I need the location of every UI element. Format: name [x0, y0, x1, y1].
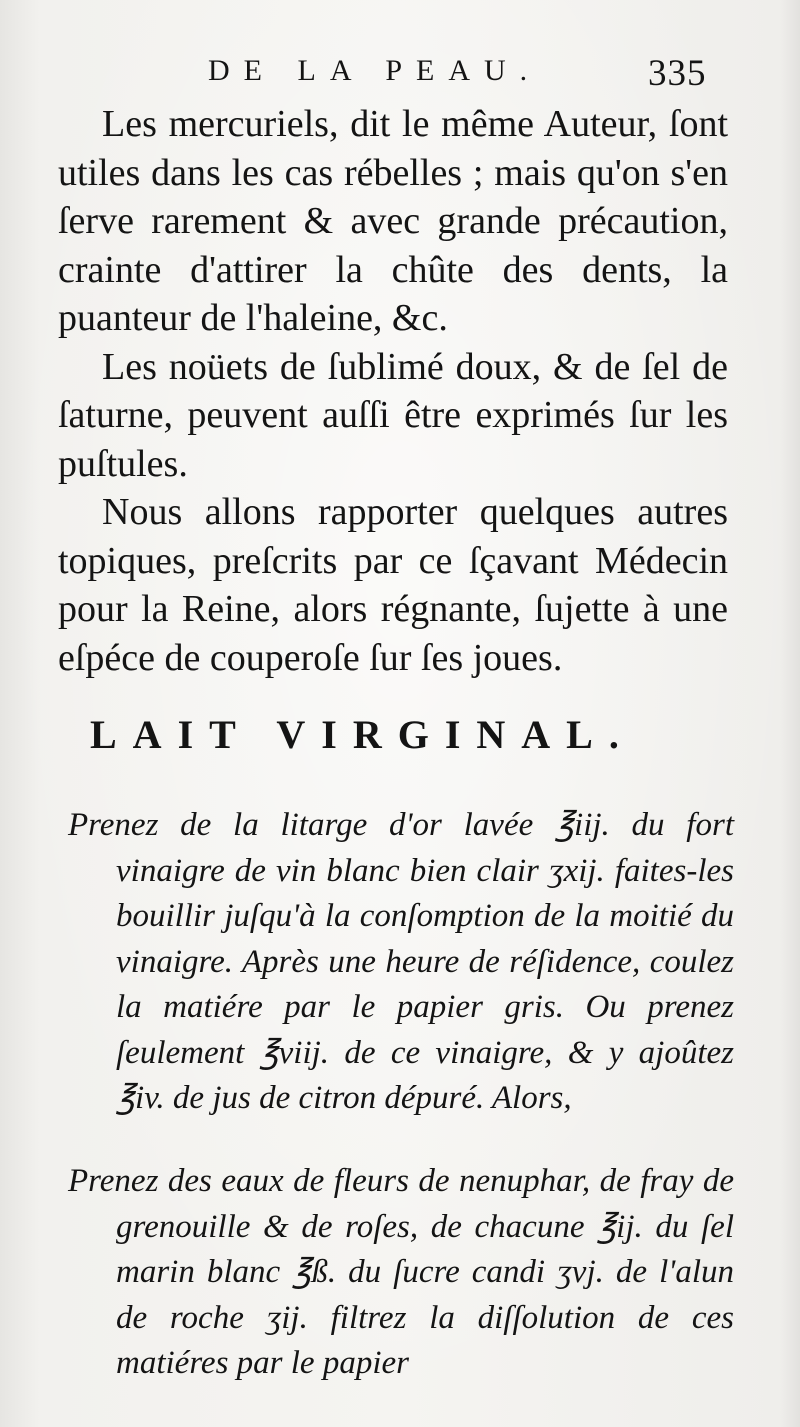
paragraph-nouets: Les noüets de ſublimé doux, & de ſel de ſaturne, peuvent auſſi être exprimés ſur les puſtules. [58, 345, 728, 485]
section-title: LAIT VIRGINAL. [90, 712, 635, 757]
recipe-2 [68, 1159, 734, 1387]
recipe-text: Prenez des eaux de fleurs de nenuphar, de fray de grenouille & de roſes, de chacune ℥ij. du ſel marin blanc ℥ß. du ſucre candi ʒvj. de l'alun de roche ʒij. filtrez la diſſolution de ces matiéres par le papier [68, 1163, 734, 1381]
running-head: DE LA PEAU. [208, 54, 542, 87]
recipe-text: Prenez de la litarge d'or lavée ℥iij. du fort vinaigre de vin blanc bien clair ʒxij. faites-les bouillir juſqu'à la conſomption de la moitié du vinaigre. Après une heure de réſidence, coulez la matiére par le papier gris. Ou prenez ſeulement ℥viij. de ce vinaigre, & y ajoûtez ℥iv. de jus de citron dépuré. Alors, [68, 807, 734, 1116]
page-number: 335 [648, 53, 707, 94]
page-header [0, 50, 800, 100]
body-text [58, 100, 728, 682]
paragraph-mercuriels: Les mercuriels, dit le même Auteur, ſont utiles dans les cas rébelles ; mais qu'on s'en ſerve rarement & avec grande précaution, crainte d'attirer la chûte des dents, la puanteur de l'haleine, &c. [58, 103, 728, 339]
paragraph-topiques: Nous allons rapporter quelques autres topiques, preſcrits par ce ſçavant Médecin pour la Reine, alors régnante, ſujette à une eſpéce de couperoſe ſur ſes joues. [58, 491, 728, 679]
recipe-1 [68, 803, 734, 1122]
